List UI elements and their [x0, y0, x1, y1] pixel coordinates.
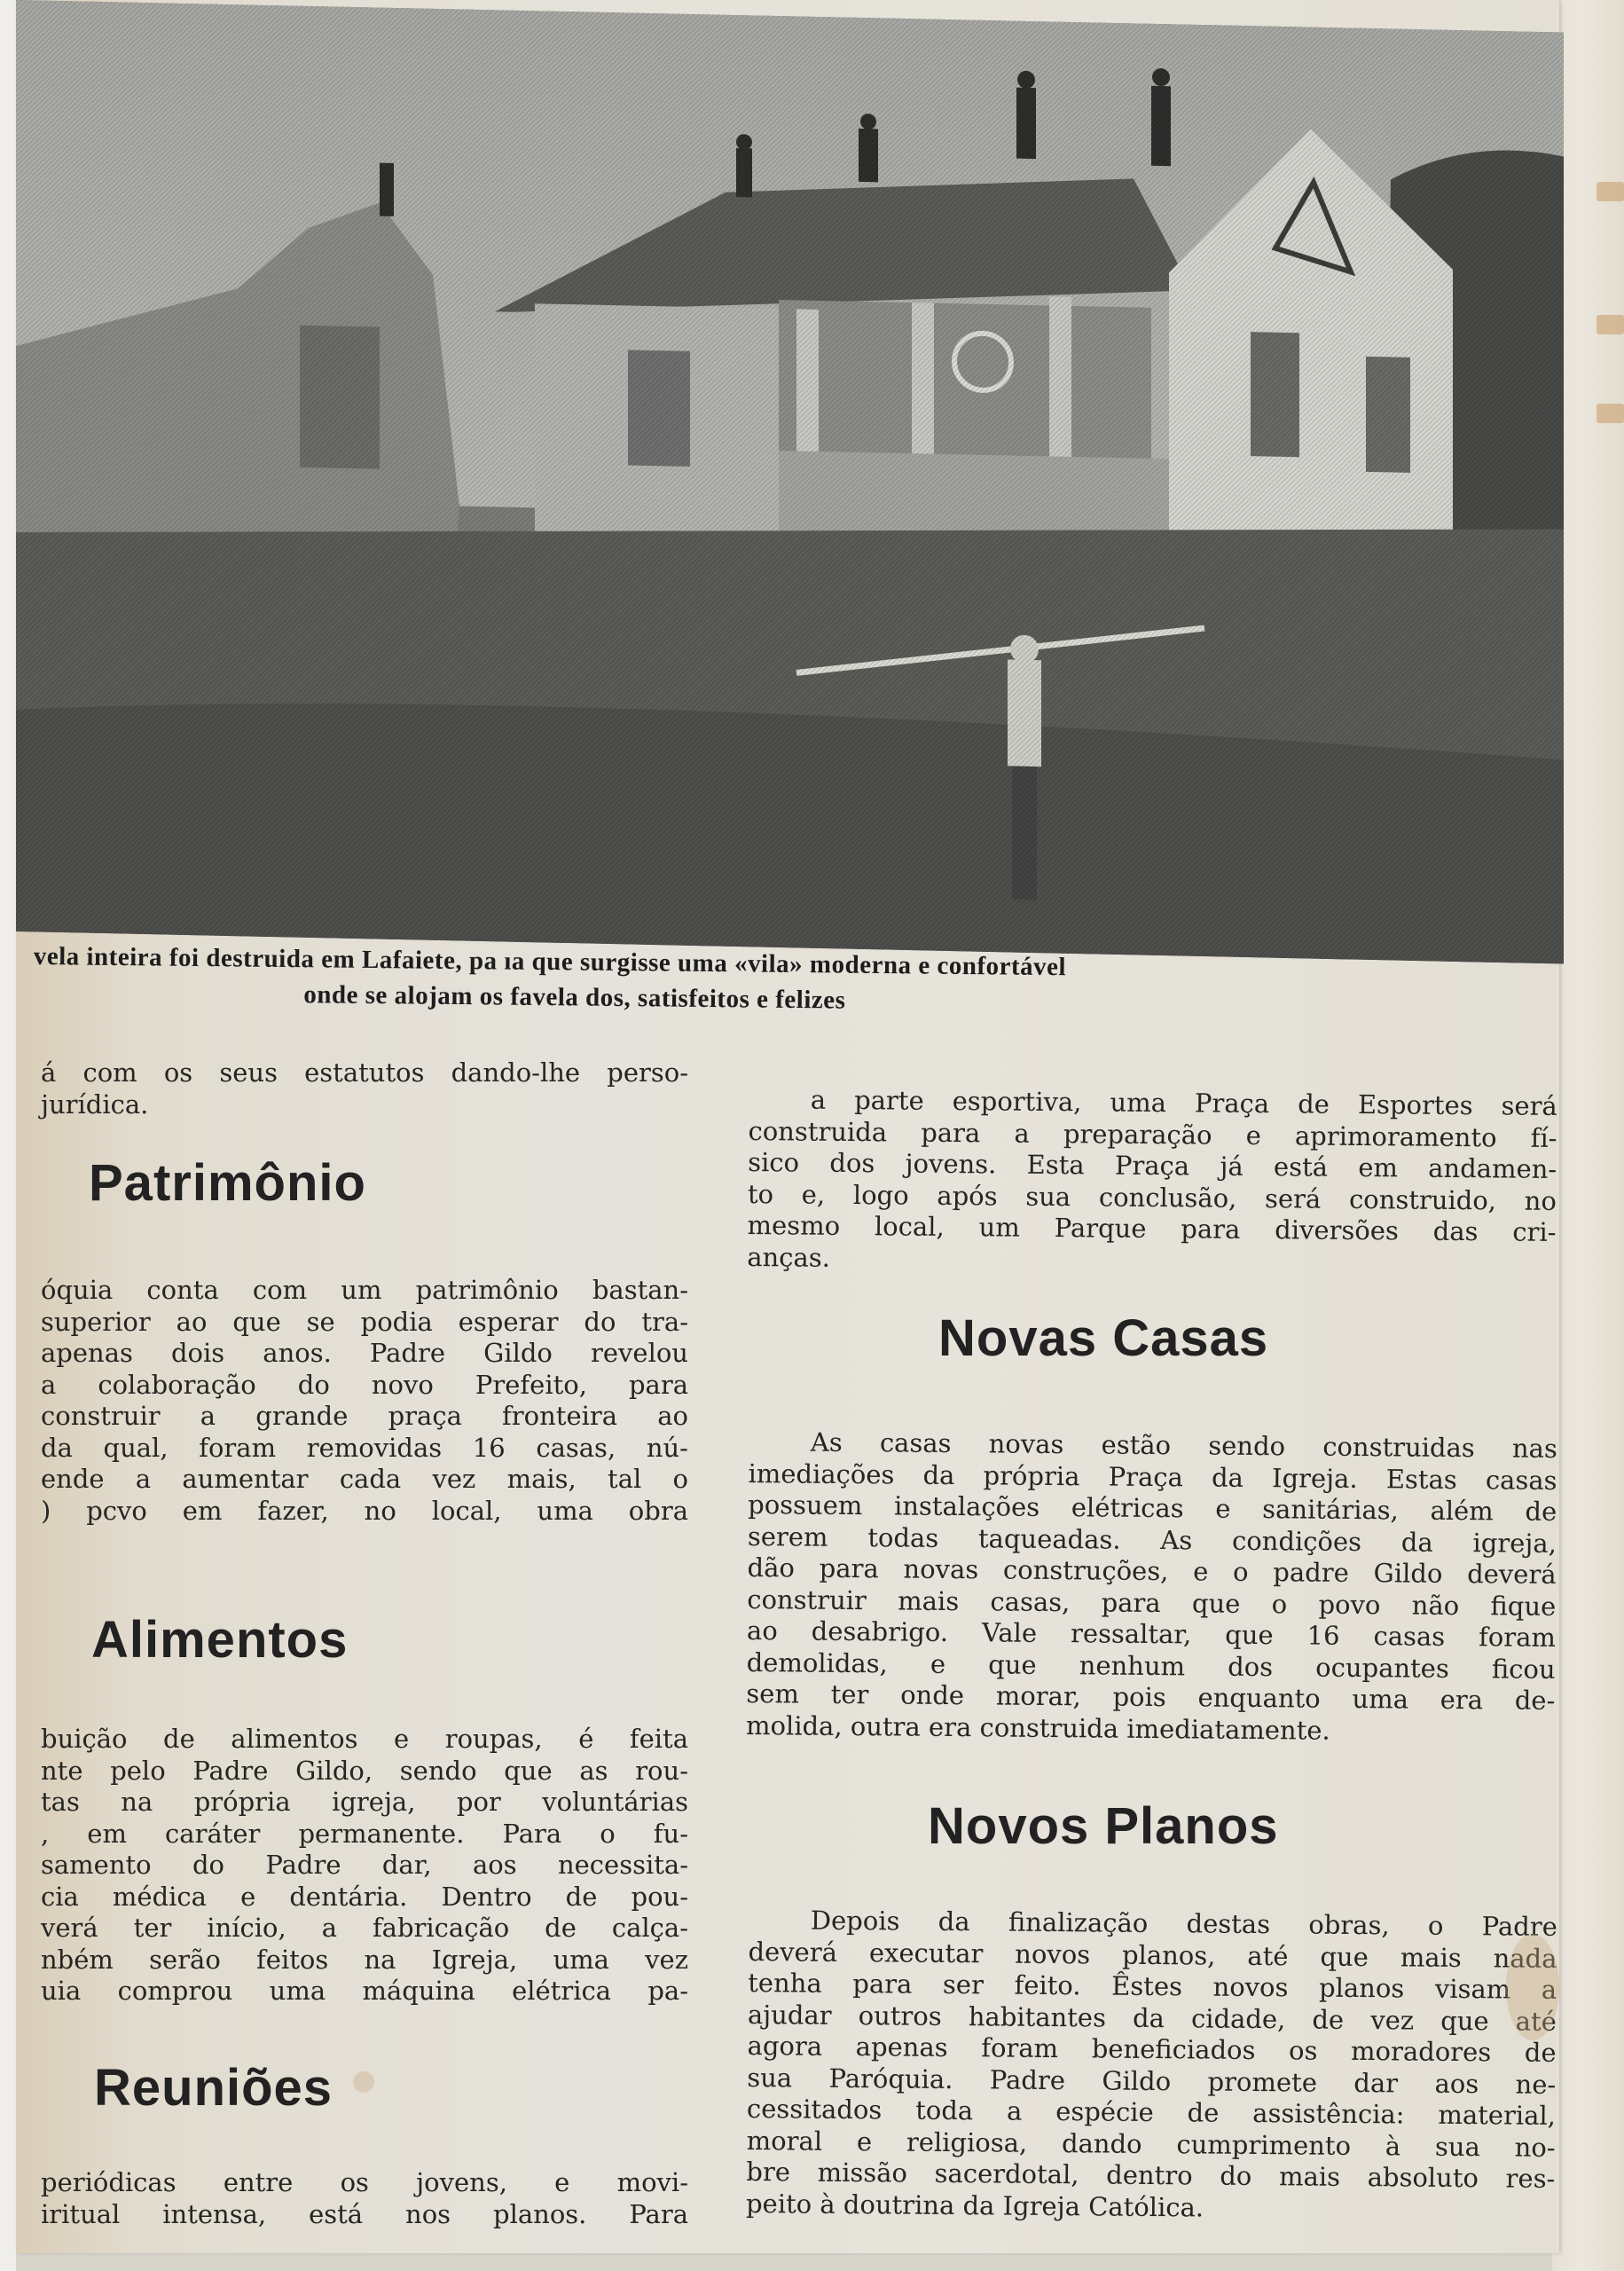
- text-line: tenha para ser feito. Êstes novos planos visam a: [748, 1967, 1557, 2005]
- section-body-novas-casas: [746, 1426, 1557, 1748]
- stain: [1597, 404, 1624, 423]
- news-photo: [16, 0, 1564, 964]
- text-line: Depois da finalização destas obras, o Padre: [810, 1905, 1557, 1942]
- text-line: da qual, foram removidas 16 casas, nú-: [41, 1432, 688, 1463]
- text-line: construir a grande praça fronteira ao: [41, 1401, 688, 1431]
- text-line: á com os seus estatutos dando-lhe perso-: [41, 1057, 688, 1088]
- text-line: deverá executar novos planos, até que mais nada: [748, 1936, 1557, 1974]
- text-line: apenas dois anos. Padre Gildo revelou: [41, 1338, 688, 1368]
- photo-illustration: [16, 0, 1564, 964]
- caption-line: vela inteira foi destruida em Lafaiete, pa ıa que surgisse uma «vila» moderna e confortável: [33, 941, 1067, 982]
- text-line: serem todas taqueadas. As condições da igreja,: [747, 1521, 1557, 1559]
- section-heading-novas-casas: Novas Casas: [938, 1309, 1269, 1367]
- text-line: ajudar outros habitantes da cidade, de vez que até: [747, 1999, 1557, 2037]
- text-line: óquia conta com um patrimônio bastan-: [41, 1275, 688, 1305]
- text-line: dão para novas construções, e o padre Gildo deverá: [747, 1552, 1557, 1590]
- text-line: jurídica.: [41, 1088, 149, 1120]
- right-column-intro: [747, 1084, 1557, 1280]
- text-line: iritual intensa, está nos planos. Para: [41, 2198, 688, 2229]
- section-heading-patrimonio: Patrimônio: [89, 1154, 366, 1212]
- text-line: ) pcvo em fazer, no local, uma obra: [41, 1495, 688, 1526]
- photo-caption: [33, 939, 1542, 1025]
- section-body-patrimonio: [41, 1275, 688, 1527]
- text-line: As casas novas estão sendo construidas nas: [810, 1426, 1557, 1464]
- paper-stain: [1506, 1934, 1559, 2040]
- text-line: verá ter início, a fabricação de calça-: [41, 1913, 688, 1943]
- text-line: demolidas, e que nenhum dos ocupantes ficou: [746, 1646, 1556, 1685]
- text-line: to e, logo após sua conclusão, será construido, no: [747, 1178, 1557, 1216]
- text-line: cia médica e dentária. Dentro de pou-: [41, 1881, 688, 1912]
- left-column-intro: [41, 1057, 688, 1120]
- text-line: sico dos jovens. Esta Praça já está em andamen-: [748, 1146, 1557, 1184]
- newspaper-clipping: [16, 0, 1559, 2253]
- section-heading-novos-planos: Novos Planos: [928, 1797, 1279, 1855]
- text-line: nbém serão feitos na Igreja, uma vez: [41, 1944, 688, 1975]
- halftone-texture: [16, 0, 1564, 964]
- stain: [1597, 315, 1624, 334]
- background-margin: [0, 0, 16, 2271]
- text-line: possuem instalações elétricas e sanitárias, além de: [748, 1489, 1557, 1527]
- paper-stain: [353, 2071, 374, 2093]
- caption-line: onde se alojam os favela dos, satisfeitos e felizes: [303, 980, 846, 1015]
- text-line: molida, outra era construida imediatamente.: [745, 1709, 1330, 1746]
- text-line: periódicas entre os jovens, e movi-: [41, 2167, 688, 2197]
- text-line: ao desabrigo. Vale ressaltar, que 16 casas foram: [746, 1615, 1557, 1653]
- text-line: construida para a preparação e aprimoramento fí-: [748, 1115, 1557, 1153]
- section-body-novos-planos: [746, 1905, 1557, 2227]
- text-line: cessitados toda a espécie de assistência: material,: [746, 2093, 1557, 2131]
- text-line: superior ao que se podia esperar do tra-: [41, 1306, 688, 1337]
- text-line: uia comprou uma máquina elétrica pa-: [41, 1976, 688, 2006]
- section-body-alimentos: [41, 1724, 688, 2008]
- stain: [1597, 182, 1624, 201]
- text-line: tas na própria igreja, por voluntárias: [41, 1787, 688, 1817]
- text-line: construir mais casas, para que o povo não fique: [747, 1583, 1557, 1622]
- text-line: , em caráter permanente. Para o fu-: [41, 1818, 688, 1849]
- text-line: bre missão sacerdotal, dentro do mais absoluto res-: [746, 2156, 1556, 2194]
- text-line: mesmo local, um Parque para diversões das cri-: [747, 1209, 1557, 1247]
- text-line: anças.: [747, 1241, 831, 1273]
- section-heading-reunioes: Reuniões: [94, 2059, 333, 2117]
- text-line: a colaboração do novo Prefeito, para: [41, 1369, 688, 1400]
- text-line: a parte esportiva, uma Praça de Esportes será: [810, 1084, 1557, 1121]
- text-line: agora apenas foram beneficiados os moradores de: [747, 2030, 1557, 2068]
- text-line: peito à doutrina da Igreja Católica.: [745, 2188, 1204, 2222]
- text-line: sem ter onde morar, pois enquanto uma era de-: [746, 1678, 1556, 1716]
- text-line: samento do Padre dar, aos necessita-: [41, 1850, 688, 1880]
- text-line: sua Paróquia. Padre Gildo promete dar aos ne-: [747, 2062, 1557, 2100]
- text-line: nte pelo Padre Gildo, sendo que as rou-: [41, 1755, 688, 1786]
- text-line: moral e religiosa, dando cumprimento à sua no-: [746, 2125, 1556, 2163]
- section-heading-alimentos: Alimentos: [91, 1611, 349, 1669]
- text-line: ende a aumentar cada vez mais, tal o: [41, 1464, 688, 1494]
- section-body-reunioes: [41, 2167, 688, 2230]
- text-line: buição de alimentos e roupas, é feita: [41, 1724, 688, 1754]
- text-line: imediações da própria Praça da Igreja. Estas casas: [748, 1458, 1557, 1496]
